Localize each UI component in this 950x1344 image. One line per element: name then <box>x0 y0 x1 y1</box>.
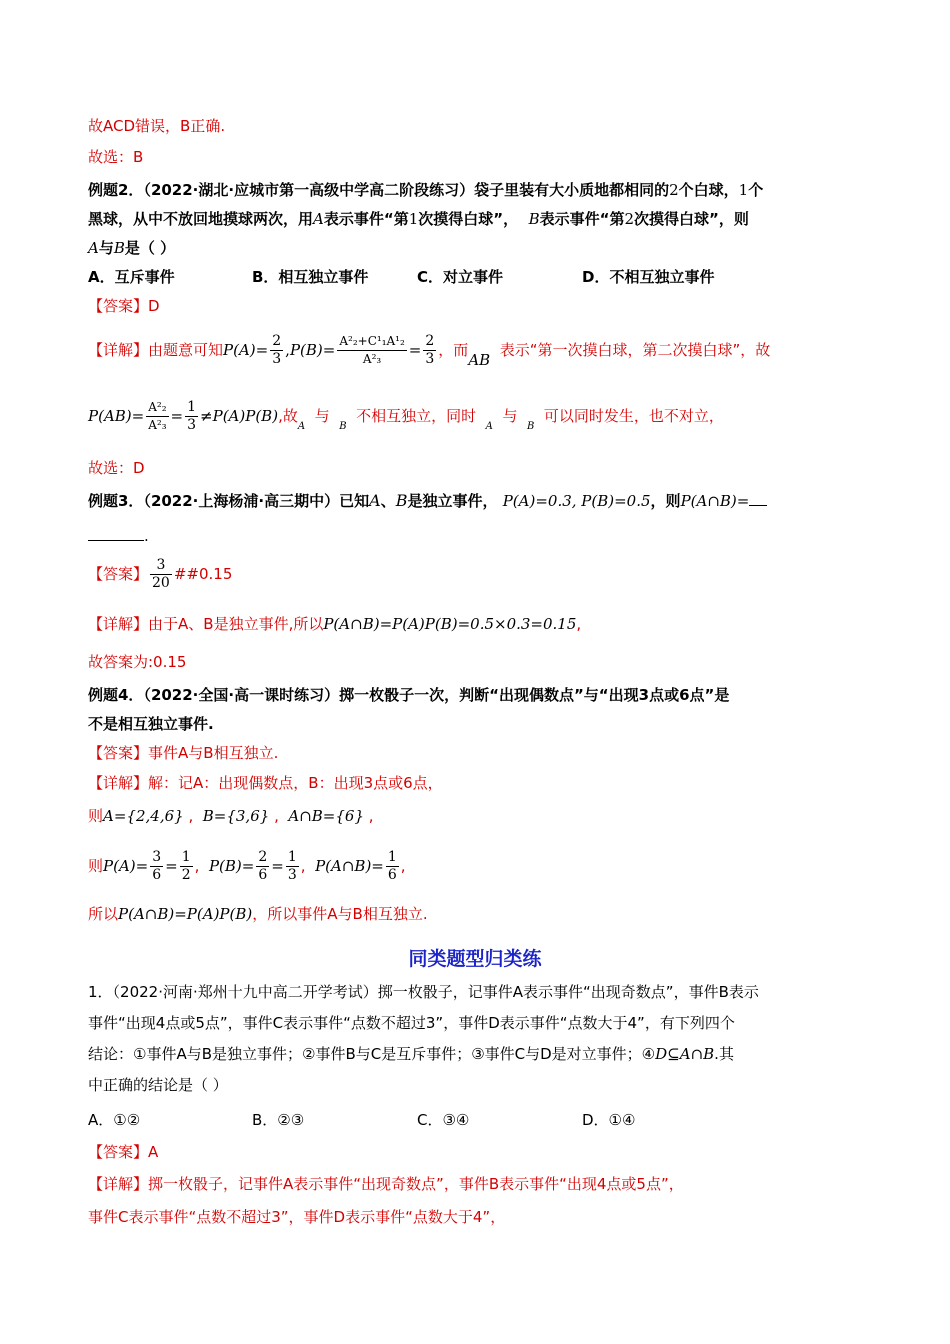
ex4-source: （2022·全国·高一课时练习） <box>143 686 340 704</box>
ex2-var-a: A <box>313 210 324 228</box>
prev-conclusion: 故ACD错误，B正确. <box>88 117 226 135</box>
detail-text: 不相互独立，同时 <box>356 407 477 425</box>
answer-label: 【答案】 <box>88 744 149 762</box>
ex3-label: 例题3． <box>88 492 144 510</box>
answer-label: 【答案】 <box>88 297 149 315</box>
q1-option-b: B．②③ <box>252 1111 305 1129</box>
ex4-sets: 则A={2,4,6} , B={3,6} , A∩B={6} , <box>88 807 374 825</box>
var-a: A <box>485 421 493 432</box>
frac-num: 3 <box>150 557 172 575</box>
frac-num: 2 <box>258 849 268 865</box>
section-title: 同类题型归类练 <box>408 948 542 970</box>
frac-den: A²₃ <box>148 418 167 432</box>
detail-text: 表示“第一次摸白球，第二次摸白球”，故 <box>499 341 771 359</box>
ex3-final: 故答案为:0.15 <box>88 653 187 671</box>
ex2-line2 <box>88 209 749 229</box>
ex2-text: 与 <box>98 239 114 257</box>
q1-answer <box>88 1142 158 1162</box>
frac-den: 6 <box>387 867 397 883</box>
ex2-detail-line2: P(AB)= $\frac{\text{A²₂}}{\text{A²₃}}$ = $\frac{1}{3}$ ≠P(A)P(B),故$_A$ 与 $_B$ 不相互独立，同时 $_A$ 与 $_B$ 可以同时发生，也不对立， <box>88 399 724 433</box>
ex2-num: 2 <box>624 210 635 228</box>
frac-den: A²₃ <box>362 352 382 366</box>
ex2-text: 是（ ） <box>124 239 176 257</box>
frac-2-3 <box>423 333 436 368</box>
ex4-line1 <box>88 685 729 705</box>
frac-2-3 <box>270 333 283 368</box>
set-a: A={2,4,6} <box>103 807 184 825</box>
q1-option-c: C．③④ <box>417 1111 470 1129</box>
frac-den: 6 <box>152 867 162 883</box>
ex3-line1 <box>88 491 767 511</box>
ex2-line3 <box>88 238 175 258</box>
ex2-answer <box>88 296 160 316</box>
answer-label: 【答案】 <box>88 1143 149 1161</box>
ex4-answer <box>88 743 278 763</box>
var-ab: AB <box>468 351 491 369</box>
var-b: B <box>395 491 408 510</box>
ex2-var-b: B <box>528 210 540 228</box>
frac-num: 2 <box>425 333 435 349</box>
answer-label: 【答案】 <box>88 565 149 583</box>
formula-pa: P(A) <box>223 341 256 359</box>
frac-den: 3 <box>272 351 282 367</box>
ex2-option-d: D．不相互独立事件 <box>582 268 715 286</box>
detail-text: 与 <box>314 407 330 425</box>
frac-num: 1 <box>187 399 197 415</box>
detail-text: 由题意可知 <box>148 341 224 359</box>
ex2-text: 个 <box>748 181 764 199</box>
ex2-detail-line1: 【详解】由题意可知P(A)= $\frac{2}{3}$ ,P(B)= $\frac{\text{A²₂+C¹₁A¹₂}}{\text{A²₃}}$ = $\frac{2}{3}$ ，而AB 表示“第一次摸白球，第二次摸白球”，故 <box>88 333 771 369</box>
frac-1-2 <box>180 849 193 884</box>
answer-blank <box>88 526 144 541</box>
frac-den: 3 <box>287 867 297 883</box>
answer-alt: ##0.15 <box>173 565 233 583</box>
ex3-text: 、 <box>380 492 396 510</box>
answer-value: A <box>148 1143 159 1161</box>
formula-neq: ≠P(A)P(B) <box>200 407 279 425</box>
detail-text: , <box>576 615 582 633</box>
detail-text: 可以同时发生，也不对立， <box>543 407 724 425</box>
ex2-label: 例题2． <box>88 181 144 199</box>
ex3-answer <box>88 554 232 594</box>
ex2-line1 <box>88 180 763 200</box>
var-b: B <box>339 421 347 432</box>
ex2-choice: 故选：D <box>88 459 145 477</box>
frac-2-6 <box>256 849 269 884</box>
detail-text: 由于A、B是独立事件,所以 <box>148 615 324 633</box>
q1-option-a: A．①② <box>88 1111 141 1129</box>
q1-text: 结论：①事件A与B是独立事件；②事件B与C是互斥事件；③事件C与D是对立事件；④ <box>88 1045 656 1063</box>
var-a: A <box>369 491 381 510</box>
ex3-text: 已知 <box>339 492 370 510</box>
ex4-text: 掷一枚骰子一次，判断“出现偶数点”与“出现3点或6点”是 <box>339 686 730 704</box>
prev-choice: 故选：B <box>88 148 144 166</box>
prob-a: P(A)= <box>103 857 149 875</box>
ex2-var-a: A <box>88 239 99 257</box>
var-b: B <box>527 421 535 432</box>
ex2-text: 次摸得白球”，则 <box>634 210 749 228</box>
ex2-text: 表示事件“第 <box>323 210 409 228</box>
frac-num: 1 <box>387 849 397 865</box>
frac-1-6 <box>386 849 399 884</box>
ex3-source: （2022·上海杨浦·高三期中） <box>143 492 340 510</box>
frac-den: 3 <box>425 351 435 367</box>
frac-den: 3 <box>187 417 197 433</box>
q1-formula: D⊆A∩B <box>655 1045 715 1063</box>
ex3-text: ，则 <box>650 492 681 510</box>
answer-blank <box>749 491 767 506</box>
formula-pab: P(AB) <box>88 407 132 425</box>
detail-label: 【详解】 <box>88 774 149 792</box>
detail-text: 解：记A：出现偶数点，B：出现3点或6点， <box>148 774 443 792</box>
ex3-detail <box>88 614 581 634</box>
detail-formula: P(A∩B)=P(A)P(B)=0.5×0.3=0.15 <box>323 615 577 633</box>
frac-den: 6 <box>258 867 268 883</box>
frac-1-3 <box>286 849 299 884</box>
answer-value: D <box>148 297 160 315</box>
detail-text: 与 <box>502 407 518 425</box>
detail-text: 则 <box>88 857 104 875</box>
detail-text: 故 <box>282 407 298 425</box>
ex2-text: 黑球，从中不放回地摸球两次，用 <box>88 210 314 228</box>
detail-text: ，所以事件A与B相互独立. <box>252 905 428 923</box>
ex4-label: 例题4． <box>88 686 144 704</box>
detail-label: 【详解】 <box>88 341 149 359</box>
ex4-detail <box>88 773 443 793</box>
detail-text: 所以 <box>88 905 119 923</box>
ex3-condition: P(A)=0.3, P(B)=0.5 <box>502 492 651 510</box>
frac-1-3 <box>185 399 198 434</box>
frac-num: 1 <box>181 849 191 865</box>
conclusion-formula: P(A∩B)=P(A)P(B) <box>118 905 253 923</box>
q1-line4: 中正确的结论是（ ） <box>88 1076 228 1094</box>
ex4-probs: 则P(A)= $\frac{3}{6}$ = $\frac{1}{2}$ , P(B)= $\frac{2}{6}$ = $\frac{1}{3}$ , P(A∩B)= $\frac{1}{6}$ , <box>88 849 406 883</box>
detail-text: 掷一枚骰子，记事件A表示事件“出现奇数点”，事件B表示事件“出现4点或5点”， <box>148 1175 684 1193</box>
frac-num: A²₂ <box>146 399 168 417</box>
frac-a22-a32 <box>146 399 168 434</box>
ex2-num-white: 2 <box>669 181 679 199</box>
ex3-query: P(A∩B)= <box>680 492 750 510</box>
ex2-num-black: 1 <box>738 181 749 199</box>
ex4-line2: 不是相互独立事件. <box>88 715 214 733</box>
q1-detail-line2: 事件C表示事件“点数不超过3”，事件D表示事件“点数大于4”， <box>88 1208 506 1226</box>
ex2-option-c: C．对立事件 <box>417 268 504 286</box>
set-ab: A∩B={6} <box>288 807 364 825</box>
frac-3-20 <box>150 557 172 592</box>
frac-den: 20 <box>152 575 170 591</box>
prob-ab: P(A∩B)= <box>315 857 384 875</box>
detail-text: 则 <box>88 807 104 825</box>
detail-label: 【详解】 <box>88 615 149 633</box>
ex2-option-b: B．相互独立事件 <box>252 268 369 286</box>
q1-source: （2022·河南·郑州十九中高二开学考试） <box>112 983 378 1001</box>
ex2-source: （2022·湖北·应城市第一高级中学高二阶段练习） <box>143 181 475 199</box>
frac-3-6 <box>150 849 163 884</box>
detail-label: 【详解】 <box>88 1175 149 1193</box>
q1-text: .其 <box>714 1045 734 1063</box>
q1-option-d: D．①④ <box>582 1111 636 1129</box>
answer-value: 事件A与B相互独立. <box>148 744 279 762</box>
ex2-text: 次摸得白球”， <box>418 210 519 228</box>
ex2-text: 袋子里装有大小质地都相同的 <box>474 181 670 199</box>
frac-num: 3 <box>152 849 162 865</box>
ex2-num: 1 <box>408 210 419 228</box>
frac-num: 2 <box>272 333 282 349</box>
ex4-conclusion <box>88 904 428 924</box>
set-b: B={3,6} <box>202 807 270 825</box>
q1-line1 <box>88 982 759 1002</box>
frac-num: A²₂+C¹₁A¹₂ <box>337 333 406 351</box>
frac-num: 1 <box>287 849 297 865</box>
ex2-var-b: B <box>113 239 125 257</box>
prob-b: P(B)= <box>208 857 255 875</box>
q1-text: 掷一枚骰子，记事件A表示事件“出现奇数点”，事件B表示 <box>377 983 759 1001</box>
q1-line3 <box>88 1044 734 1064</box>
q1-detail-line1 <box>88 1174 684 1194</box>
ex2-text: 表示事件“第 <box>539 210 625 228</box>
ex2-option-a: A．互斥事件 <box>88 268 175 286</box>
var-a: A <box>297 421 306 432</box>
frac-combination <box>337 333 406 368</box>
ex3-text: 是独立事件， <box>407 492 498 510</box>
frac-den: 2 <box>181 867 191 883</box>
ex2-text: 个白球， <box>678 181 739 199</box>
detail-text: ，而 <box>438 341 469 359</box>
q1-label: 1． <box>88 983 113 1001</box>
formula-pb: P(B) <box>289 341 323 359</box>
q1-line2: 事件“出现4点或5点”，事件C表示事件“点数不超过3”，事件D表示事件“点数大于4”，有下列四个 <box>88 1014 735 1032</box>
ex3-blank-line: . <box>88 526 149 546</box>
